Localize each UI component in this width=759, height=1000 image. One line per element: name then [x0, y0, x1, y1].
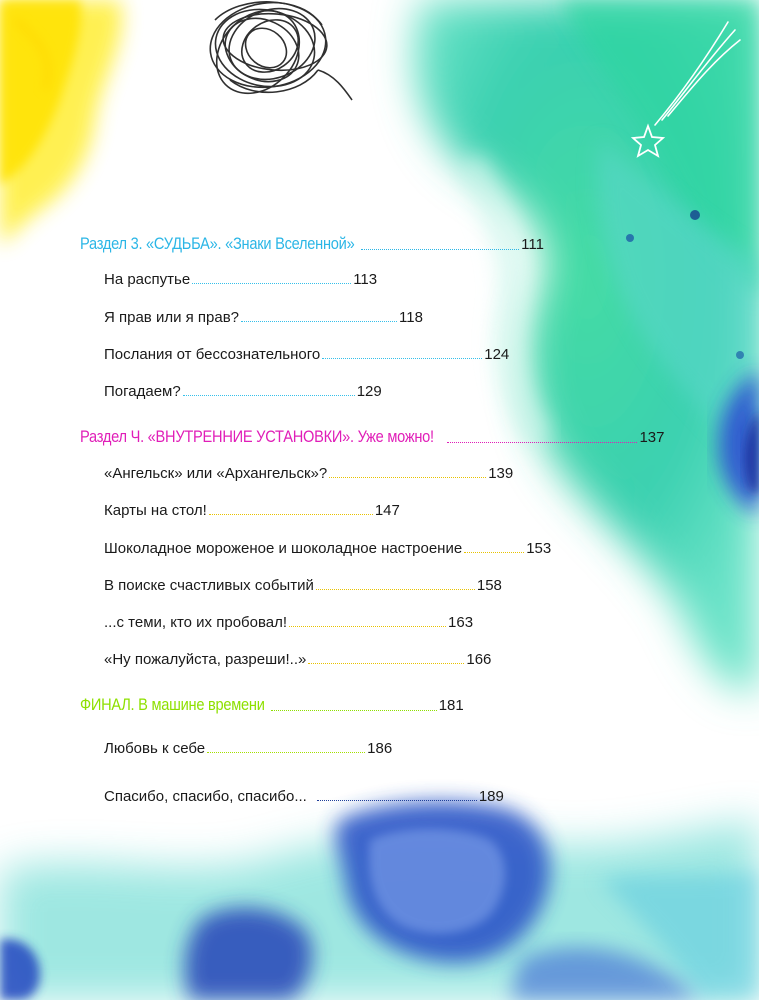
toc-item[interactable]	[104, 502, 400, 519]
toc-page-number: 189	[478, 788, 504, 805]
toc-item-title: Карты на стол!	[104, 502, 207, 519]
dot-leader	[209, 514, 373, 515]
toc-item-title: Я прав или я прав?	[104, 309, 240, 326]
dot-leader	[241, 321, 397, 322]
toc-item-title: Спасибо, спасибо, спасибо...	[104, 788, 307, 805]
toc-item-title: «Ангельск» или «Архангельск»?	[104, 465, 328, 482]
toc-item-title: Послания от бессознательного	[104, 346, 321, 363]
toc-item-title: На распутье	[104, 271, 191, 288]
dot-leader	[322, 358, 482, 359]
dot-leader	[192, 283, 351, 284]
toc-section-4[interactable]	[80, 427, 665, 447]
toc-page-number: 186	[367, 740, 393, 757]
toc-section-3[interactable]	[80, 234, 544, 254]
toc-page-number: 166	[466, 651, 492, 668]
dot-leader	[464, 552, 524, 553]
toc-item[interactable]	[104, 614, 473, 631]
dot-leader	[207, 752, 365, 753]
toc-item[interactable]	[104, 271, 377, 288]
toc-item[interactable]	[104, 740, 392, 757]
toc-item[interactable]	[104, 465, 513, 482]
dot-leader	[183, 395, 355, 396]
toc-item[interactable]	[104, 383, 382, 400]
dot-leader	[447, 442, 637, 443]
toc-page-number: 113	[353, 271, 378, 288]
toc-item-title: Любовь к себе	[104, 740, 206, 757]
dot-leader	[361, 249, 519, 250]
toc-page-number: 153	[526, 540, 552, 557]
dot-leader	[289, 626, 446, 627]
toc-section-title: ФИНАЛ. В машине времени	[80, 695, 265, 714]
toc-item[interactable]	[104, 346, 509, 363]
toc-page-number: 111	[521, 236, 544, 253]
toc-page-number: 147	[374, 502, 400, 519]
toc-item-title: Погадаем?	[104, 383, 181, 400]
toc-item[interactable]	[104, 788, 504, 805]
toc-page-number: 139	[488, 465, 514, 482]
dot-leader	[271, 710, 437, 711]
toc-item[interactable]	[104, 309, 423, 326]
toc-item-title: «Ну пожалуйста, разреши!..»	[104, 651, 307, 668]
toc-page-number: 163	[448, 614, 474, 631]
toc-section-title: Раздел 3. «СУДЬБА». «Знаки Вселенной»	[80, 234, 355, 253]
toc-page-number: 158	[476, 577, 502, 594]
toc-item[interactable]	[104, 651, 491, 668]
dot-leader	[316, 589, 475, 590]
toc-section-title: Раздел Ч. «ВНУТРЕННИЕ УСТАНОВКИ». Уже можно!	[80, 427, 434, 446]
dot-leader	[329, 477, 486, 478]
toc-page-number: 137	[639, 429, 665, 446]
toc-page-number: 181	[438, 697, 464, 714]
dot-leader	[317, 800, 477, 801]
toc-item-title: ...с теми, кто их пробовал!	[104, 614, 288, 631]
toc-item[interactable]	[104, 540, 551, 557]
toc-page-number: 118	[399, 309, 423, 326]
toc-item-title: Шоколадное мороженое и шоколадное настроение	[104, 540, 463, 557]
toc-section-final[interactable]	[80, 695, 464, 715]
toc-page-number: 129	[356, 383, 382, 400]
dot-leader	[308, 663, 464, 664]
toc-item-title: В поиске счастливых событий	[104, 577, 314, 594]
toc-item[interactable]	[104, 577, 502, 594]
toc-page-number: 124	[484, 346, 510, 363]
